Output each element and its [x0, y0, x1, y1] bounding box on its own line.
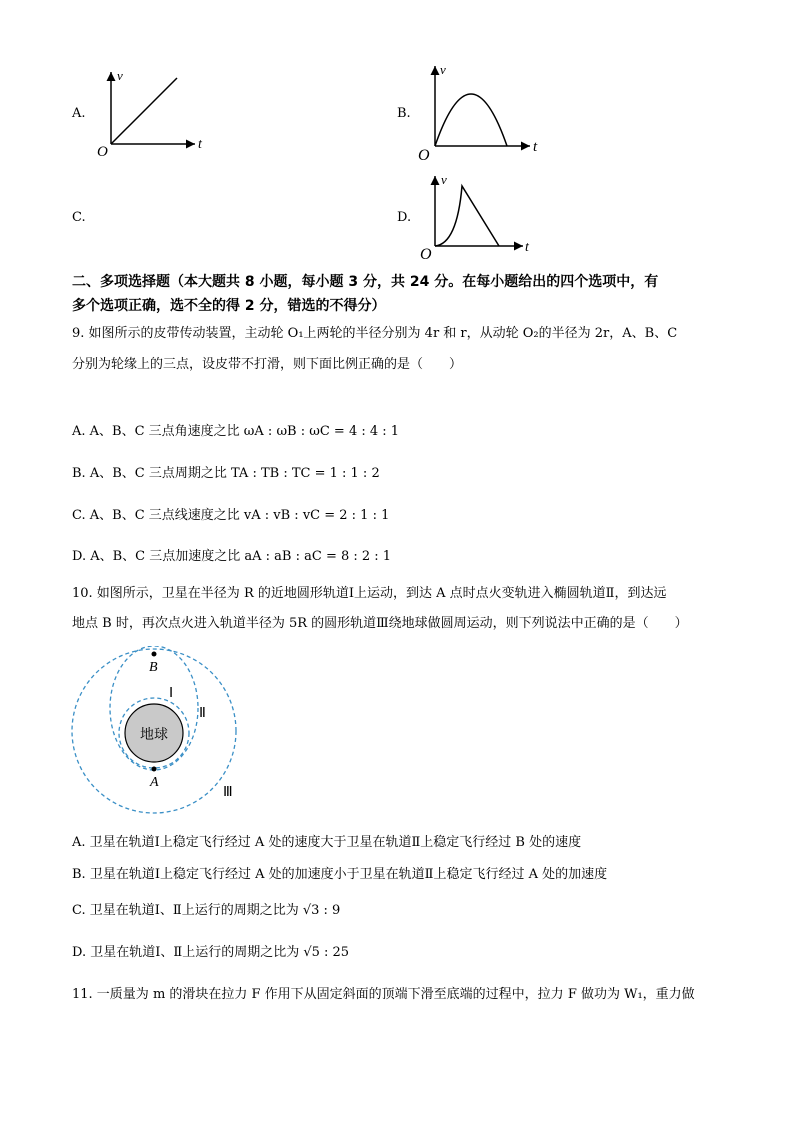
q9-option-b: B. A、B、C 三点周期之比 TA : TB : TC = 1 : 1 : 2	[72, 466, 380, 481]
q9-stem-line2: 分别为轮缘上的三点，设皮带不打滑，则下面比例正确的是（ ）	[72, 357, 463, 372]
q10-option-a: A. 卫星在轨道Ⅰ上稳定飞行经过 A 处的速度大于卫星在轨道Ⅱ上稳定飞行经过 B 处的速度	[72, 835, 582, 850]
axis-v-label: v	[441, 172, 447, 187]
option-a-label: A.	[72, 106, 86, 121]
orbit-2-label: Ⅱ	[199, 706, 206, 721]
point-b-label: B	[149, 660, 158, 675]
q10-stem-line2: 地点 B 时，再次点火进入轨道半径为 5R 的圆形轨道Ⅲ绕地球做圆周运动，则下列说法中正确的是（ ）	[72, 616, 688, 631]
axis-t-label: t	[525, 240, 529, 255]
origin-label: O	[418, 147, 430, 164]
axis-v-label: v	[440, 62, 446, 77]
origin-label: O	[97, 144, 108, 158]
option-d-label: D.	[397, 210, 412, 225]
q9-option-a: A. A、B、C 三点角速度之比 ωA : ωB : ωC = 4 : 4 : 1	[72, 424, 400, 439]
option-b-label: B.	[397, 106, 411, 121]
orbit-diagram	[70, 646, 250, 816]
graph-d	[417, 170, 537, 262]
q9-stem-line1: 9. 如图所示的皮带传动装置，主动轮 O₁上两轮的半径分别为 4r 和 r，从动轮 O₂的半径为 2r，A、B、C	[72, 326, 678, 341]
origin-label: O	[420, 246, 432, 262]
vt-curve	[435, 186, 499, 246]
earth-label: 地球	[140, 728, 168, 743]
axis-t-label: t	[533, 139, 538, 155]
q11-stem-line1: 11. 一质量为 m 的滑块在拉力 F 作用下从固定斜面的顶端下滑至底端的过程中，拉力 F 做功为 W₁，重力做	[72, 987, 695, 1002]
q10-stem-line1: 10. 如图所示，卫星在半径为 R 的近地圆形轨道Ⅰ上运动，到达 A 点时点火变轨进入椭圆轨道Ⅱ，到达远	[72, 586, 667, 601]
q10-option-d: D. 卫星在轨道Ⅰ、Ⅱ上运行的周期之比为 √5 : 25	[72, 945, 350, 960]
graph-a	[95, 66, 210, 158]
point-a-label: A	[150, 775, 159, 790]
axis-t-label: t	[198, 137, 202, 152]
vt-curve	[435, 94, 507, 146]
point-b	[152, 652, 157, 657]
point-a	[152, 767, 157, 772]
q9-option-d: D. A、B、C 三点加速度之比 aA : aB : aC = 8 : 2 : 1	[72, 549, 392, 564]
orbit-1-label: Ⅰ	[169, 686, 174, 701]
q10-option-c: C. 卫星在轨道Ⅰ、Ⅱ上运行的周期之比为 √3 : 9	[72, 903, 341, 918]
q9-option-c: C. A、B、C 三点线速度之比 vA : vB : vC = 2 : 1 : 1	[72, 508, 390, 523]
orbit-3-label: Ⅲ	[223, 785, 233, 800]
section-heading-line2: 多个选项正确，选不全的得 2 分，错选的不得分）	[72, 298, 386, 314]
option-c-label: C.	[72, 210, 86, 225]
axis-v-label: v	[117, 68, 123, 83]
vt-line	[111, 78, 177, 144]
graph-b	[415, 60, 545, 164]
section-heading-line1: 二、多项选择题（本大题共 8 小题，每小题 3 分，共 24 分。在每小题给出的四个选项中，有	[72, 274, 659, 290]
q10-option-b: B. 卫星在轨道Ⅰ上稳定飞行经过 A 处的加速度小于卫星在轨道Ⅱ上稳定飞行经过 A 处的加速度	[72, 867, 608, 882]
